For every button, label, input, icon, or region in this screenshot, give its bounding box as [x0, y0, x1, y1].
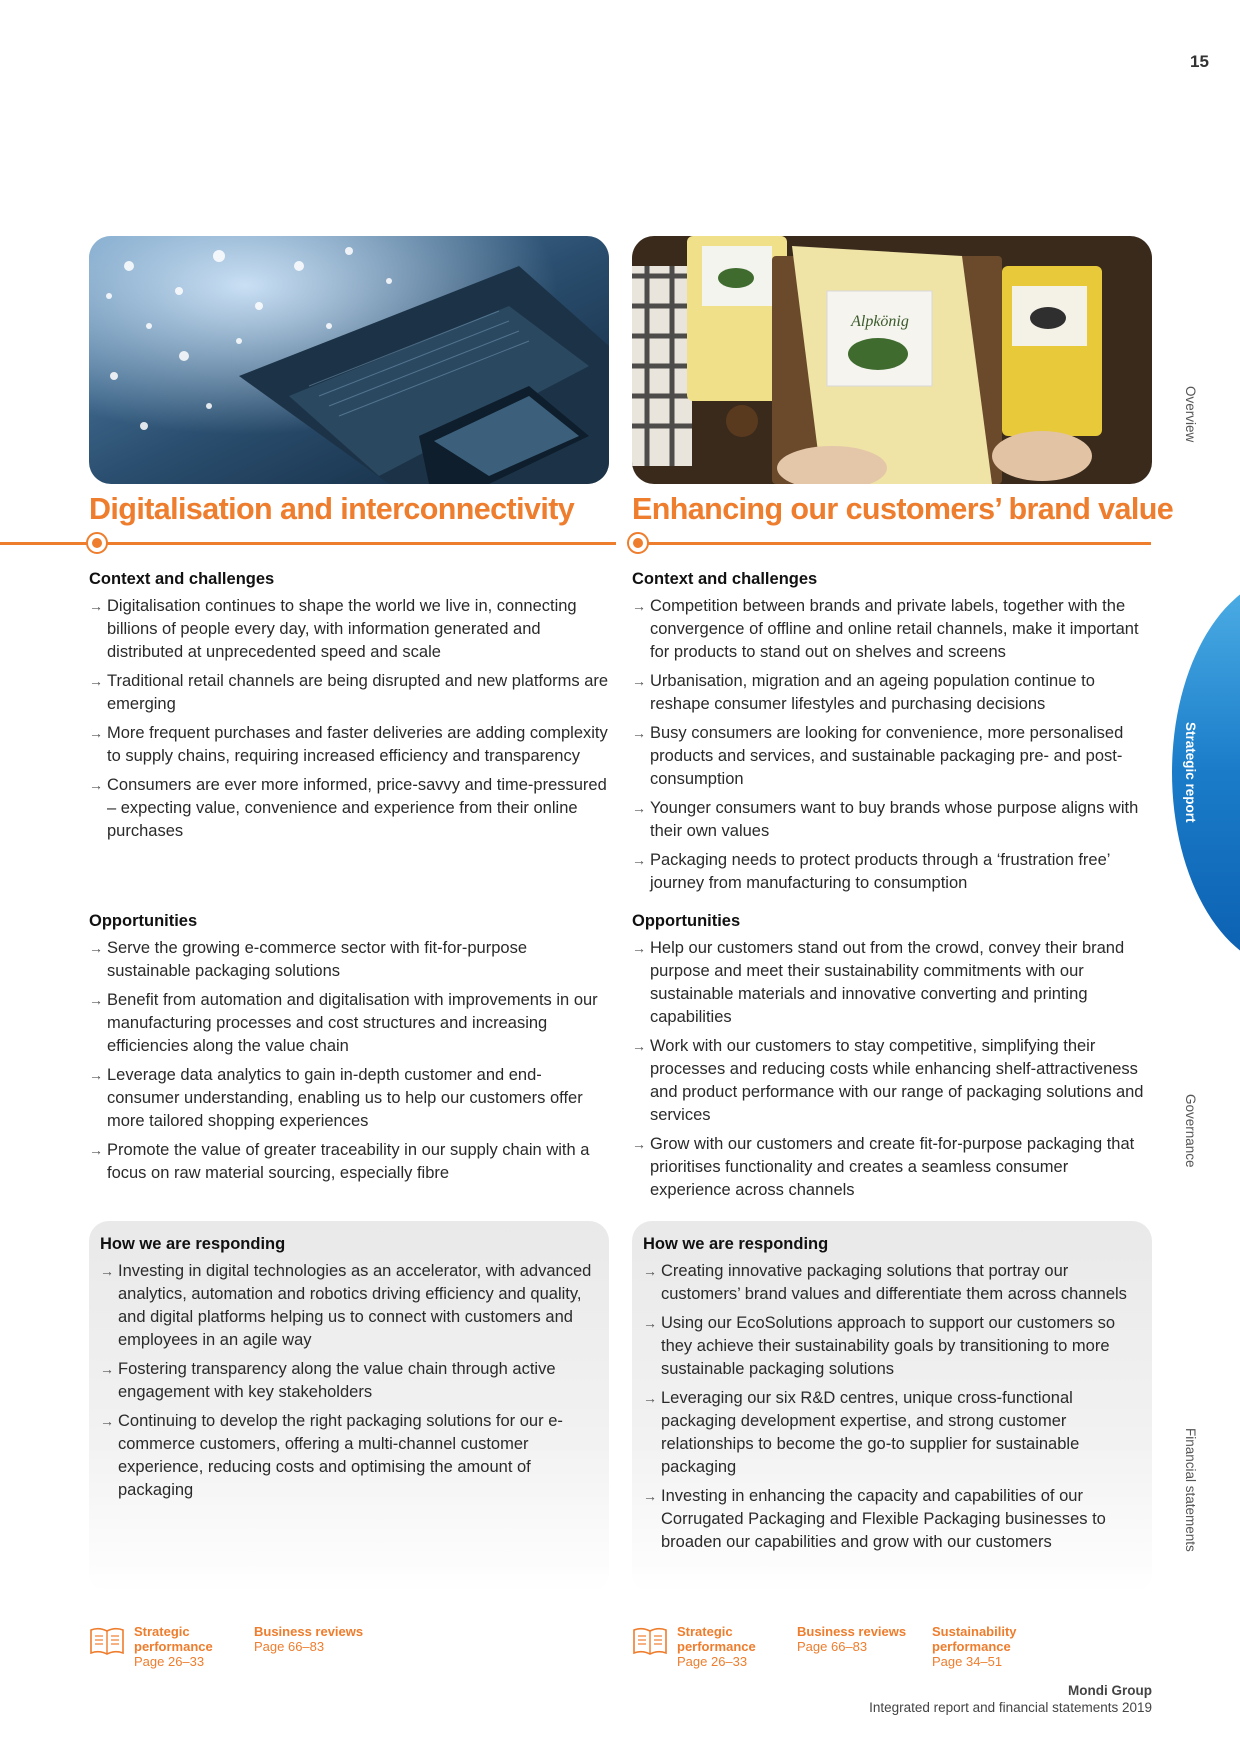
list-item	[643, 1260, 1140, 1306]
list-item-text: Fostering transparency along the value chain through active engagement with key stakeholders	[118, 1360, 556, 1401]
arrow-right-icon: →	[632, 673, 646, 689]
list-item-text: Creating innovative packaging solutions that portray our customers’ brand values and differentiate them across channels	[661, 1262, 1127, 1303]
right-divider-dot	[627, 532, 649, 554]
right-context-section	[632, 570, 1152, 901]
right-opportunities-section	[632, 912, 1152, 1208]
left-divider-dot	[86, 532, 108, 554]
bullet-list	[89, 595, 609, 843]
left-references	[89, 1624, 609, 1676]
page-number: 15	[1190, 52, 1209, 71]
list-item-text: Digitalisation continues to shape the world we live in, connecting billions of people every day, with information generated and distributed at unprecedented speed and scale	[107, 597, 577, 661]
list-item	[89, 722, 609, 768]
list-item-text: Investing in digital technologies as an accelerator, with advanced analytics, automation and robotics driving efficiency and quality, and digital platforms helping us to connect with customers and employees in an agile way	[118, 1262, 592, 1349]
list-item-text: Consumers are ever more informed, price-savvy and time-pressured – expecting value, convenience and experience from their online purchases	[107, 776, 607, 840]
list-item	[643, 1387, 1140, 1479]
arrow-right-icon: →	[89, 940, 103, 956]
ref-business-reviews[interactable]: Business reviews Page 66–83	[254, 1624, 364, 1654]
arrow-right-icon: →	[643, 1390, 657, 1406]
list-item	[89, 774, 609, 843]
list-item	[632, 595, 1152, 664]
right-references	[632, 1624, 1152, 1676]
arrow-right-icon: →	[632, 1038, 646, 1054]
list-item	[100, 1260, 597, 1352]
ref-business-reviews[interactable]: Business reviews Page 66–83	[797, 1624, 907, 1654]
list-item-text: Continuing to develop the right packaging solutions for our e-commerce customers, offering a multi-channel customer experience, reducing costs and optimising the amount of packaging	[118, 1412, 563, 1499]
left-opportunities-heading: Opportunities	[89, 912, 198, 930]
circuit-board-image	[89, 236, 609, 484]
right-responding-panel	[632, 1221, 1152, 1593]
list-item	[89, 989, 609, 1058]
arrow-right-icon: →	[643, 1315, 657, 1331]
list-item-text: Investing in enhancing the capacity and capabilities of our Corrugated Packaging and Flexible Packaging businesses to broaden our capabilities and grow with our customers	[661, 1487, 1106, 1551]
page-footer	[869, 1682, 1152, 1716]
arrow-right-icon: →	[632, 800, 646, 816]
list-item	[89, 595, 609, 664]
side-nav-strategic-report[interactable]: Strategic report	[1183, 722, 1198, 823]
right-context-heading: Context and challenges	[632, 570, 818, 588]
side-nav-governance[interactable]: Governance	[1183, 1094, 1198, 1168]
list-item-text: Serve the growing e-commerce sector with fit-for-purpose sustainable packaging solutions	[107, 939, 527, 980]
arrow-right-icon: →	[632, 1136, 646, 1152]
left-context-heading: Context and challenges	[89, 570, 275, 588]
cheese-packaging-image	[632, 236, 1152, 484]
arrow-right-icon: →	[643, 1263, 657, 1279]
ref-strategic-performance[interactable]: Strategic performance Page 26–33	[134, 1624, 213, 1669]
list-item	[632, 797, 1152, 843]
list-item-text: Benefit from automation and digitalisation with improvements in our manufacturing processes and cost structures and increasing efficiencies along the value chain	[107, 991, 598, 1055]
bullet-list	[643, 1260, 1140, 1554]
list-item	[100, 1358, 597, 1404]
left-responding-panel	[89, 1221, 609, 1593]
arrow-right-icon: →	[632, 598, 646, 614]
left-column	[89, 236, 609, 1669]
arrow-right-icon: →	[632, 725, 646, 741]
package-label-text: Alpkönig	[851, 313, 909, 330]
left-column-title: Digitalisation and interconnectivity	[89, 492, 575, 526]
left-context-section	[89, 570, 609, 849]
arrow-right-icon: →	[632, 852, 646, 868]
arrow-right-icon: →	[89, 992, 103, 1008]
list-item-text: Help our customers stand out from the crowd, convey their brand purpose and meet their sustainability commitments with our sustainable materials and innovative converting and printing capabilities	[650, 939, 1125, 1026]
side-nav-financial-statements[interactable]: Financial statements	[1183, 1428, 1198, 1552]
list-item	[100, 1410, 597, 1502]
list-item	[89, 1064, 609, 1133]
arrow-right-icon: →	[89, 1067, 103, 1083]
side-nav-overview[interactable]: Overview	[1183, 386, 1198, 443]
right-responding-heading: How we are responding	[643, 1235, 829, 1253]
list-item	[632, 1035, 1152, 1127]
list-item	[632, 937, 1152, 1029]
list-item	[632, 722, 1152, 791]
arrow-right-icon: →	[100, 1263, 114, 1279]
bullet-list	[632, 595, 1152, 895]
arrow-right-icon: →	[89, 777, 103, 793]
right-divider-line	[643, 542, 1151, 545]
arrow-right-icon: →	[100, 1361, 114, 1377]
list-item-text: Younger consumers want to buy brands whose purpose aligns with their own values	[650, 799, 1139, 840]
list-item-text: Using our EcoSolutions approach to support our customers so they achieve their sustainability goals by transitioning to more sustainable packaging solutions	[661, 1314, 1115, 1378]
right-opportunities-heading: Opportunities	[632, 912, 741, 930]
list-item	[632, 1133, 1152, 1202]
list-item-text: Traditional retail channels are being disrupted and new platforms are emerging	[107, 672, 609, 713]
arrow-right-icon: →	[89, 725, 103, 741]
list-item-text: Urbanisation, migration and an ageing population continue to reshape consumer lifestyles and purchasing decisions	[650, 672, 1095, 713]
right-column-title: Enhancing our customers’ brand value	[632, 492, 1174, 526]
book-icon	[632, 1626, 668, 1656]
list-item-text: Packaging needs to protect products through a ‘frustration free’ journey from manufacturing to consumption	[650, 851, 1110, 892]
left-responding-heading: How we are responding	[100, 1235, 286, 1253]
list-item	[632, 849, 1152, 895]
arrow-right-icon: →	[632, 940, 646, 956]
right-column	[632, 236, 1174, 1669]
list-item-text: Grow with our customers and create fit-for-purpose packaging that prioritises functionality and creates a seamless consumer experience across channels	[650, 1135, 1135, 1199]
ref-sustainability-performance[interactable]: Sustainability performance Page 34–51	[932, 1624, 1017, 1669]
list-item-text: More frequent purchases and faster deliveries are adding complexity to supply chains, requiring increased efficiency and transparency	[107, 724, 608, 765]
arrow-right-icon: →	[100, 1413, 114, 1429]
arrow-right-icon: →	[89, 598, 103, 614]
footer-report-title: Integrated report and financial statements 2019	[869, 1700, 1152, 1715]
list-item	[89, 670, 609, 716]
bullet-list	[89, 937, 609, 1185]
bullet-list	[100, 1260, 597, 1502]
list-item	[89, 937, 609, 983]
arrow-right-icon: →	[643, 1488, 657, 1504]
list-item-text: Leverage data analytics to gain in-depth customer and end-consumer understanding, enabling us to help our customers offer more tailored shopping experiences	[107, 1066, 583, 1130]
ref-strategic-performance[interactable]: Strategic performance Page 26–33	[677, 1624, 756, 1669]
arrow-right-icon: →	[89, 673, 103, 689]
list-item-text: Leveraging our six R&D centres, unique cross-functional packaging development expertise, and strong customer relationships to become the go-to supplier for sustainable packaging	[661, 1389, 1080, 1476]
list-item-text: Busy consumers are looking for convenience, more personalised products and services, and sustainable packaging pre- and post-consumption	[650, 724, 1124, 788]
list-item	[643, 1312, 1140, 1381]
list-item-text: Competition between brands and private labels, together with the convergence of offline and online retail channels, make it important for products to stand out on shelves and screens	[650, 597, 1139, 661]
list-item-text: Promote the value of greater traceability in our supply chain with a focus on raw material sourcing, especially fibre	[107, 1141, 590, 1182]
left-opportunities-section	[89, 912, 609, 1191]
arrow-right-icon: →	[89, 1142, 103, 1158]
bullet-list	[632, 937, 1152, 1202]
list-item	[89, 1139, 609, 1185]
list-item-text: Work with our customers to stay competitive, simplifying their processes and reducing costs while enhancing shelf-attractiveness and product performance with our range of packaging solutions and services	[650, 1037, 1144, 1124]
list-item	[632, 670, 1152, 716]
book-icon	[89, 1626, 125, 1656]
list-item	[643, 1485, 1140, 1554]
footer-company: Mondi Group	[1068, 1683, 1152, 1698]
